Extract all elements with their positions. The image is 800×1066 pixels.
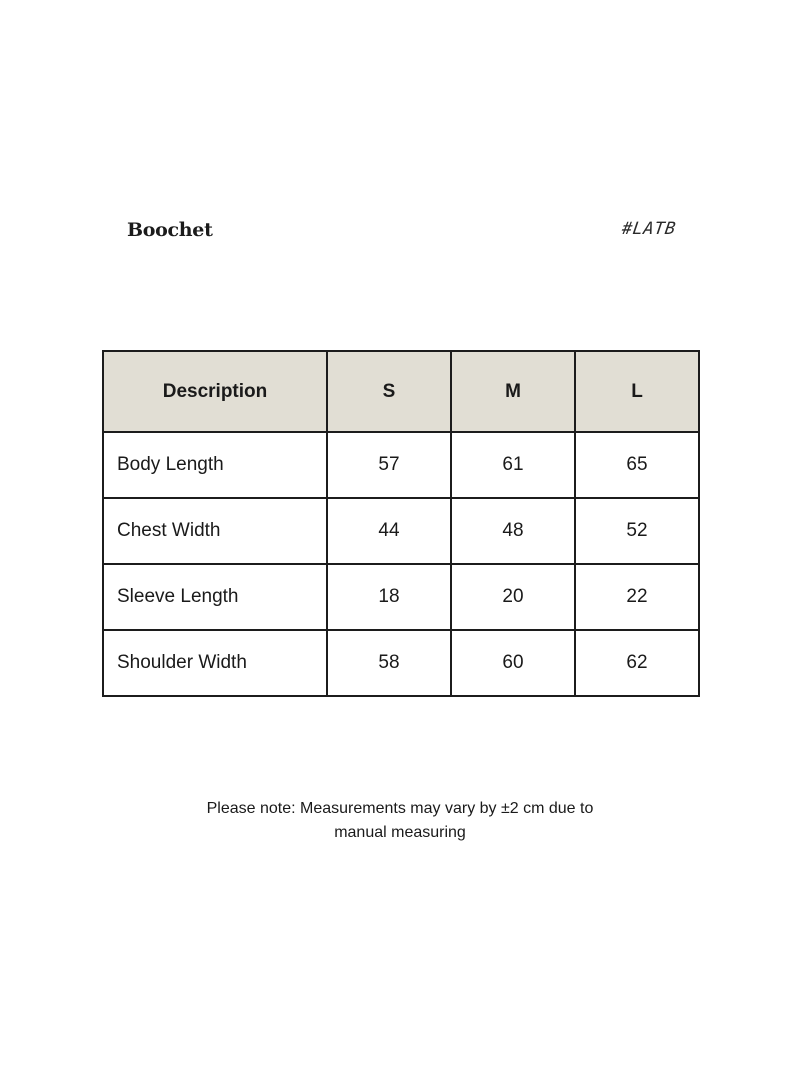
header-row xyxy=(103,351,699,432)
header-description: Description xyxy=(103,351,327,432)
row-description: Body Length xyxy=(103,432,327,498)
table-row xyxy=(103,564,699,630)
row-description: Sleeve Length xyxy=(103,564,327,630)
cell-size-s: 44 xyxy=(327,498,451,564)
table-row xyxy=(103,630,699,696)
header-size-l: L xyxy=(575,351,699,432)
cell-size-l: 22 xyxy=(575,564,699,630)
collection-tag: #LATB xyxy=(620,219,678,239)
cell-size-m: 48 xyxy=(451,498,575,564)
brand-logo: Boochet xyxy=(127,219,213,241)
cell-size-m: 61 xyxy=(451,432,575,498)
table-row xyxy=(103,498,699,564)
note-line-2: manual measuring xyxy=(334,824,466,841)
cell-size-m: 60 xyxy=(451,630,575,696)
cell-size-m: 20 xyxy=(451,564,575,630)
cell-size-s: 58 xyxy=(327,630,451,696)
table-header xyxy=(103,351,699,432)
table-row xyxy=(103,432,699,498)
header-size-m: M xyxy=(451,351,575,432)
cell-size-l: 62 xyxy=(575,630,699,696)
header-size-s: S xyxy=(327,351,451,432)
row-description: Shoulder Width xyxy=(103,630,327,696)
row-description: Chest Width xyxy=(103,498,327,564)
cell-size-s: 57 xyxy=(327,432,451,498)
table-body xyxy=(103,432,699,696)
measurement-note xyxy=(150,797,650,845)
size-chart-table xyxy=(102,350,700,697)
cell-size-l: 65 xyxy=(575,432,699,498)
note-line-1: Please note: Measurements may vary by ±2 cm due to xyxy=(206,800,594,817)
cell-size-s: 18 xyxy=(327,564,451,630)
cell-size-l: 52 xyxy=(575,498,699,564)
